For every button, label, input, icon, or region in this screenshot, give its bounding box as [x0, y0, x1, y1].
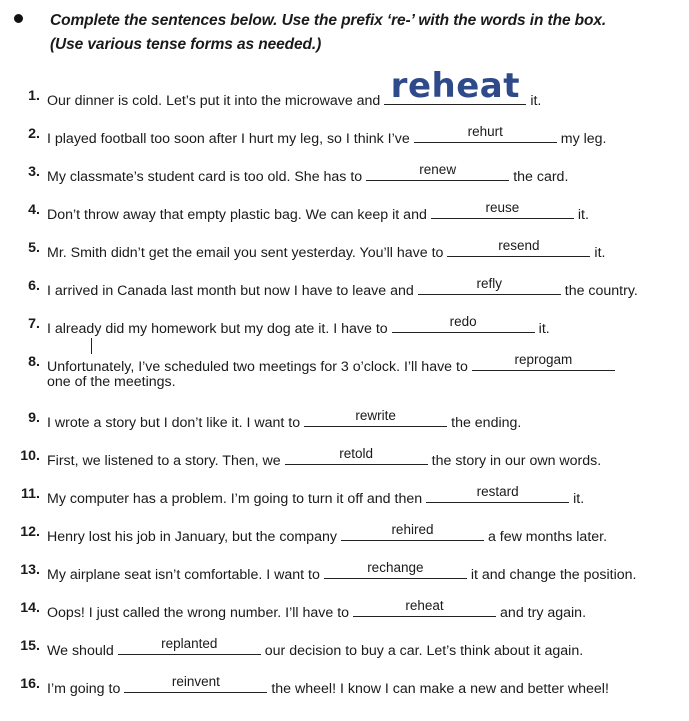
sentence [47, 126, 607, 147]
answer-blank[interactable] [418, 278, 561, 295]
instruction-line-1: Complete the sentences below. Use the prefix ‘re-’ with the words in the box. [50, 12, 607, 29]
answer-blank[interactable] [431, 202, 574, 219]
answer-blank[interactable] [384, 66, 526, 106]
sentence [47, 240, 605, 261]
sentence [47, 562, 637, 583]
item-number: 3. [28, 164, 40, 180]
exercise-item [0, 66, 689, 110]
item-number: 1. [28, 88, 40, 104]
exercise-item [0, 520, 689, 546]
sentence-before: Henry lost his job in January, but the company [47, 529, 337, 545]
sentence-after: the wheel! I know I can make a new and better wheel! [271, 681, 609, 697]
sentence-after: my leg. [560, 131, 607, 147]
item-number: 13. [20, 562, 40, 578]
answer-text: resend [498, 238, 540, 253]
sentence-after: the ending. [451, 415, 522, 431]
item-number: 6. [28, 278, 40, 294]
exercise-item [0, 236, 689, 262]
sentence-before: My computer has a problem. I’m going to turn it off and then [47, 491, 423, 507]
sentence-before: I already did my homework but my dog ate it. I have to [47, 321, 388, 337]
exercise-item [0, 634, 689, 660]
sentence-before: I played football too soon after I hurt my leg, so I think I’ve [47, 131, 410, 147]
answer-blank[interactable] [447, 240, 590, 257]
exercise-item [0, 274, 689, 300]
sentence-before: I arrived in Canada last month but now I have to leave and [47, 283, 414, 299]
sentence-after: it. [538, 321, 550, 337]
sentence [47, 676, 609, 697]
sentence [47, 448, 601, 469]
sentence [47, 202, 589, 223]
sentence-before: Don’t throw away that empty plastic bag. We can keep it and [47, 207, 427, 223]
sentence-after: a few months later. [487, 529, 608, 545]
sentence-before: Our dinner is cold. Let’s put it into the microwave and [47, 93, 381, 109]
answer-text: reprogam [514, 352, 573, 367]
text-cursor [91, 338, 92, 354]
exercise-item [0, 160, 689, 186]
sentence-after: it and change the position. [470, 567, 637, 583]
answer-blank[interactable] [472, 354, 615, 371]
item-number: 8. [28, 354, 40, 370]
exercise-item [0, 122, 689, 148]
answer-text: renew [419, 162, 457, 177]
sentence [47, 638, 583, 659]
answer-text: rewrite [355, 408, 396, 423]
answer-blank[interactable] [366, 164, 509, 181]
item-number: 15. [20, 638, 40, 654]
sentence [47, 354, 619, 375]
sentence-after: our decision to buy a car. Let’s think about it again. [264, 643, 584, 659]
item-number: 2. [28, 126, 40, 142]
answer-text: replanted [161, 636, 218, 651]
item-number: 4. [28, 202, 40, 218]
item-number: 10. [20, 448, 40, 464]
sentence-before: My airplane seat isn’t comfortable. I want to [47, 567, 320, 583]
exercise-item [0, 350, 689, 390]
bullet-icon [14, 14, 23, 23]
exercise-item [0, 482, 689, 508]
sentence-after: the country. [564, 283, 638, 299]
item-number: 14. [20, 600, 40, 616]
answer-text: restard [476, 484, 519, 499]
answer-blank[interactable] [285, 448, 428, 465]
answer-text: rehired [391, 522, 434, 537]
answer-blank[interactable] [324, 562, 467, 579]
exercise-item [0, 406, 689, 432]
answer-text: refly [476, 276, 502, 291]
answer-text: reuse [485, 200, 520, 215]
answer-blank[interactable] [426, 486, 569, 503]
answer-text: rehurt [467, 124, 503, 139]
answer-text: redo [449, 314, 477, 329]
answer-text: reheat [405, 598, 444, 613]
sentence [47, 278, 638, 299]
answer-blank[interactable] [304, 410, 447, 427]
sentence-after: the story in our own words. [431, 453, 602, 469]
answer-blank[interactable] [124, 676, 267, 693]
exercise-item [0, 444, 689, 470]
sentence [47, 66, 542, 109]
sentence [47, 486, 584, 507]
answer-blank[interactable] [392, 316, 535, 333]
item-number: 5. [28, 240, 40, 256]
sentence-after: and try again. [500, 605, 587, 621]
sentence-after: it. [573, 491, 585, 507]
answer-blank[interactable] [353, 600, 496, 617]
sentence-after: the card. [513, 169, 569, 185]
answer-blank[interactable] [118, 638, 261, 655]
sentence-before: Unfortunately, I’ve scheduled two meetings for 3 o’clock. I’ll have to [47, 359, 468, 375]
sentence-after: it. [530, 93, 542, 109]
exercise-item [0, 312, 689, 338]
sentence [47, 600, 586, 621]
sentence-before: Oops! I just called the wrong number. I’ll have to [47, 605, 350, 621]
sentence [47, 410, 521, 431]
sentence [47, 524, 607, 545]
sentence-before: We should [47, 643, 114, 659]
item-number: 12. [20, 524, 40, 540]
exercise-item [0, 596, 689, 622]
sentence [47, 164, 568, 185]
answer-blank[interactable] [341, 524, 484, 541]
exercise-item [0, 558, 689, 584]
item-number: 11. [21, 486, 40, 502]
instruction-line-2: (Use various tense forms as needed.) [50, 36, 322, 53]
exercise-item [0, 672, 689, 698]
sentence-before: Mr. Smith didn’t get the email you sent yesterday. You’ll have to [47, 245, 444, 261]
item-number: 7. [28, 316, 40, 332]
sentence-continuation: one of the meetings. [47, 374, 176, 390]
answer-blank[interactable] [414, 126, 557, 143]
sentence-after: it. [594, 245, 606, 261]
answer-text: reinvent [171, 674, 220, 689]
sentence [47, 316, 550, 337]
sentence-before: First, we listened to a story. Then, we [47, 453, 281, 469]
exercise-item [0, 198, 689, 224]
item-number: 16. [20, 676, 40, 692]
answer-text: retold [339, 446, 374, 461]
sentence-after: it. [577, 207, 589, 223]
item-number: 9. [28, 410, 40, 426]
sentence-before: I’m going to [47, 681, 121, 697]
sentence-before: My classmate’s student card is too old. She has to [47, 169, 363, 185]
answer-text: reheat [390, 66, 520, 106]
answer-text: rechange [367, 560, 424, 575]
sentence-before: I wrote a story but I don’t like it. I want to [47, 415, 301, 431]
